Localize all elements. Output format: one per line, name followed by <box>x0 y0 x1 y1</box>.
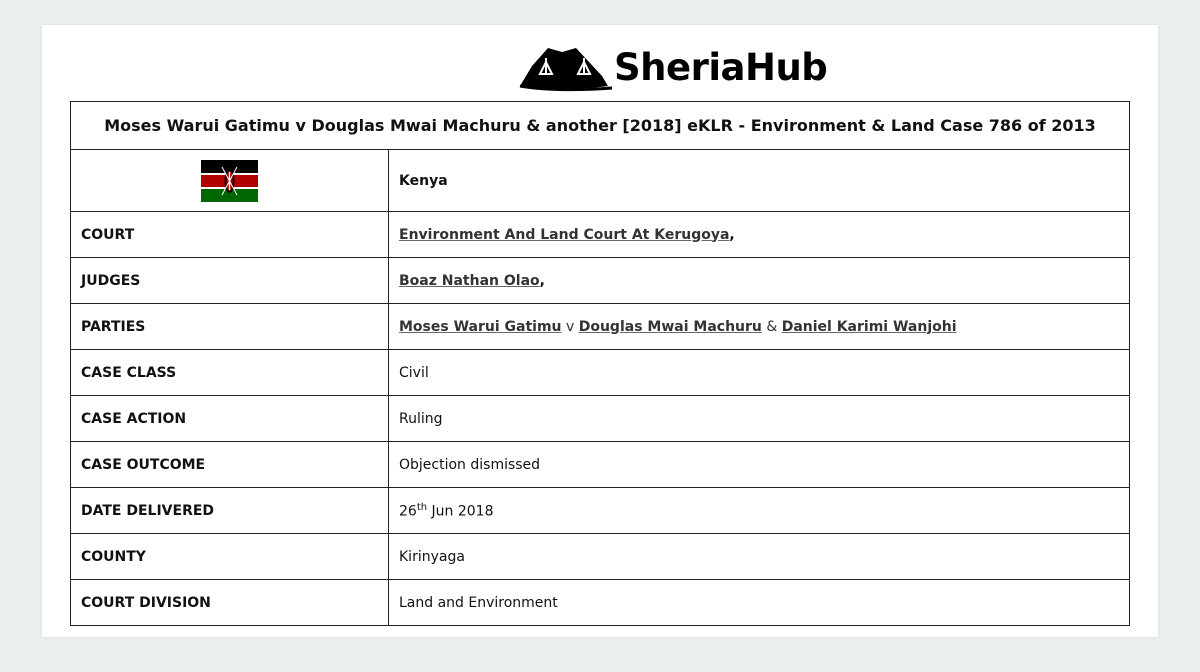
party-link-1[interactable]: Moses Warui Gatimu <box>399 318 562 335</box>
case-class-label: CASE CLASS <box>71 350 389 396</box>
parties-value <box>389 304 1130 350</box>
brand-name: SheriaHub <box>614 46 828 89</box>
date-delivered-value <box>389 488 1130 534</box>
court-label: COURT <box>71 212 389 258</box>
case-class-value: Civil <box>389 350 1130 396</box>
court-division-label: COURT DIVISION <box>71 580 389 626</box>
case-action-value: Ruling <box>389 396 1130 442</box>
case-title-row <box>71 102 1130 150</box>
case-details-table <box>70 101 1130 626</box>
court-division-value: Land and Environment <box>389 580 1130 626</box>
party-link-2[interactable]: Douglas Mwai Machuru <box>578 318 762 335</box>
judges-row <box>71 258 1130 304</box>
case-class-row <box>71 350 1130 396</box>
parties-label: PARTIES <box>71 304 389 350</box>
judge-link[interactable]: Boaz Nathan Olao <box>399 272 540 289</box>
court-link[interactable]: Environment And Land Court At Kerugoya <box>399 226 730 243</box>
country-name: Kenya <box>389 150 1130 212</box>
judges-value <box>389 258 1130 304</box>
date-ordinal: th <box>416 501 428 513</box>
county-row <box>71 534 1130 580</box>
date-delivered-label: DATE DELIVERED <box>71 488 389 534</box>
parties-separator-v: v <box>565 318 575 335</box>
case-outcome-row <box>71 442 1130 488</box>
case-outcome-label: CASE OUTCOME <box>71 442 389 488</box>
date-day: 26 <box>399 503 417 520</box>
country-row <box>71 150 1130 212</box>
scales-roof-icon <box>516 44 612 92</box>
case-title: Moses Warui Gatimu v Douglas Mwai Machuru & another [2018] eKLR - Environment & Land Case 786 of 2013 <box>71 102 1130 150</box>
date-delivered-row <box>71 488 1130 534</box>
case-action-label: CASE ACTION <box>71 396 389 442</box>
court-value <box>389 212 1130 258</box>
county-value: Kirinyaga <box>389 534 1130 580</box>
flag-cell <box>71 150 389 212</box>
judges-label: JUDGES <box>71 258 389 304</box>
party-link-3[interactable]: Daniel Karimi Wanjohi <box>781 318 957 335</box>
judges-suffix: , <box>539 272 545 289</box>
parties-row <box>71 304 1130 350</box>
county-label: COUNTY <box>71 534 389 580</box>
parties-separator-and: & <box>766 318 778 335</box>
date-month-year: Jun 2018 <box>431 503 494 520</box>
brand-logo[interactable] <box>516 44 827 92</box>
court-suffix: , <box>729 226 735 243</box>
kenya-flag-icon <box>201 160 258 202</box>
case-outcome-value: Objection dismissed <box>389 442 1130 488</box>
case-action-row <box>71 396 1130 442</box>
court-division-row <box>71 580 1130 626</box>
court-row <box>71 212 1130 258</box>
